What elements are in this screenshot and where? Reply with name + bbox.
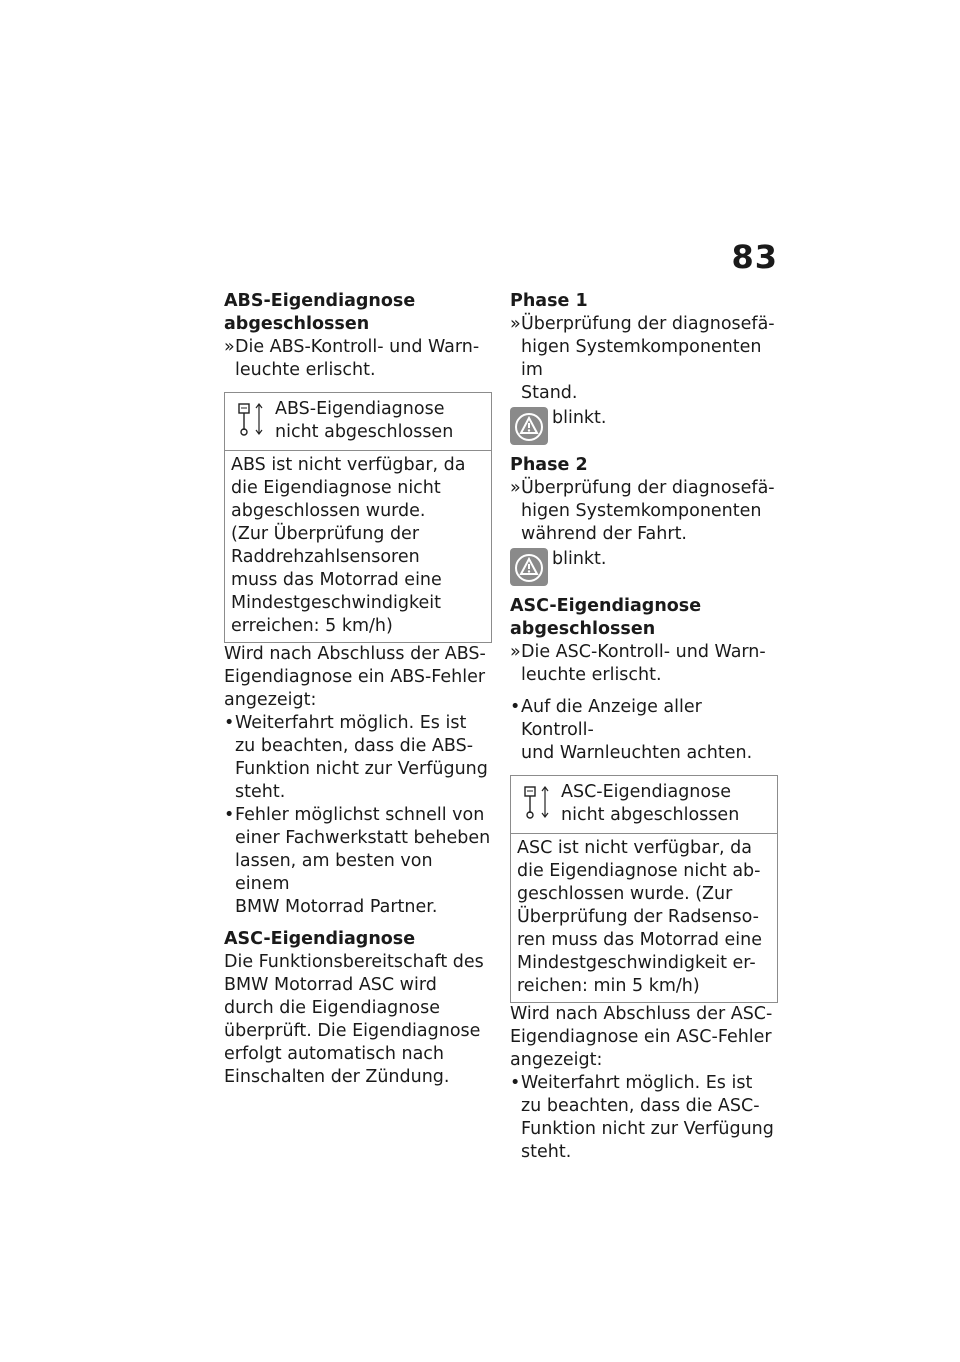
text-line: Die Funktionsbereitschaft des [224,952,484,972]
text-line: leuchte erlischt. [521,665,662,685]
service-wrench-icon [233,398,267,440]
notice-line: Raddrehzahlsensoren [231,547,420,567]
text-line: higen Systemkomponenten im [521,337,762,380]
text-line: Funktion nicht zur Verfügung [235,759,488,779]
text-line: überprüft. Die Eigendiagnose [224,1021,481,1041]
notice-title-line: ABS-Eigendiagnose [275,399,445,419]
abs-error-intro [224,643,492,712]
notice-line: Mindestgeschwindigkeit [231,593,441,613]
lamp-status: blinkt. [552,408,607,428]
text-line: steht. [235,782,286,802]
text-line: und Warnleuchten achten. [521,743,753,763]
text-line: angezeigt: [224,690,317,710]
bullet-text [521,1072,774,1164]
text-line: angezeigt: [510,1050,603,1070]
text-line: Die ASC-Kontroll- und Warn- [521,642,766,662]
right-column [510,290,778,1164]
notice-line: Überprüfung der Radsenso- [517,907,759,927]
notice-body [511,834,777,1002]
heading-line: ASC-Eigendiagnose [510,596,702,616]
result-text [521,313,778,405]
notice-line: muss das Motorrad eine [231,570,442,590]
notice-line: reichen: min 5 km/h) [517,976,700,996]
text-line: Auf die Anzeige aller Kontroll- [521,697,702,740]
asc-paragraph [224,951,492,1089]
result-marker: » [510,478,521,498]
text-line: Weiterfahrt möglich. Es ist [521,1073,753,1093]
asc-done-heading [510,595,778,641]
bullet-item [510,696,778,765]
page-number: 83 [731,238,778,276]
result-marker: » [510,642,521,662]
bullet-text [235,804,492,919]
text-line: einer Fachwerkstatt beheben [235,828,491,848]
result-text [235,336,479,382]
text-line: erfolgt automatisch nach [224,1044,445,1064]
result-marker: » [224,337,235,357]
bullet-text [235,712,488,804]
text-line: lassen, am besten von einem [235,851,433,894]
service-wrench-icon [519,781,553,823]
notice-line: ren muss das Motorrad eine [517,930,763,950]
notice-header [511,776,777,834]
bullet-text [521,696,778,765]
notice-title [275,398,453,444]
lamp-status: blinkt. [552,549,607,569]
text-line: zu beachten, dass die ASC- [521,1096,760,1116]
warning-lamp-row [510,407,778,445]
heading-line: ABS-Eigendiagnose [224,291,416,311]
text-line: Eigendiagnose ein ABS-Fehler [224,667,486,687]
bullet-marker: • [510,697,521,717]
bullet-marker: • [510,1073,521,1093]
text-line: Stand. [521,383,578,403]
text-line: durch die Eigendiagnose [224,998,440,1018]
result-item [510,641,778,687]
asc-heading: ASC-Eigendiagnose [224,929,416,949]
text-line: Eigendiagnose ein ASC-Fehler [510,1027,772,1047]
text-line: während der Fahrt. [521,524,687,544]
abs-done-heading [224,290,492,336]
result-item [224,336,492,382]
text-line: steht. [521,1142,572,1162]
notice-line: ABS ist nicht verfügbar, da [231,455,466,475]
bullet-item [510,1072,778,1164]
warning-lamp-icon [510,548,548,586]
text-line: leuchte erlischt. [235,360,376,380]
heading-line: abgeschlossen [510,619,656,639]
notice-line: die Eigendiagnose nicht [231,478,441,498]
asc-error-intro [510,1003,778,1072]
warning-lamp-row [510,548,778,586]
notice-line: geschlossen wurde. (Zur [517,884,733,904]
text-line: Die ABS-Kontroll- und Warn- [235,337,480,357]
notice-line: die Eigendiagnose nicht ab- [517,861,761,881]
notice-title-line: ASC-Eigendiagnose [561,782,731,802]
notice-line: (Zur Überprüfung der [231,524,420,544]
phase2-heading: Phase 2 [510,455,588,475]
notice-line: ASC ist nicht verfügbar, da [517,838,753,858]
text-line: Überprüfung der diagnosefä- [521,314,775,334]
result-text [521,477,775,546]
notice-title-line: nicht abgeschlossen [561,805,740,825]
text-line: Funktion nicht zur Verfügung [521,1119,774,1139]
notice-title-line: nicht abgeschlossen [275,422,454,442]
heading-line: abgeschlossen [224,314,370,334]
text-line: Weiterfahrt möglich. Es ist [235,713,467,733]
text-line: Wird nach Abschluss der ABS- [224,644,486,664]
notice-line: erreichen: 5 km/h) [231,616,393,636]
text-line: Wird nach Abschluss der ASC- [510,1004,773,1024]
bullet-item [224,804,492,919]
text-line: zu beachten, dass die ABS- [235,736,474,756]
notice-line: Mindestgeschwindigkeit er- [517,953,756,973]
asc-notice-box [510,775,778,1003]
text-line: Überprüfung der diagnosefä- [521,478,775,498]
left-column [224,290,492,1089]
result-item [510,313,778,405]
warning-lamp-icon [510,407,548,445]
text-line: BMW Motorrad ASC wird [224,975,437,995]
phase1-heading: Phase 1 [510,291,588,311]
notice-line: abgeschlossen wurde. [231,501,426,521]
bullet-marker: • [224,805,235,825]
notice-title [561,781,739,827]
result-text [521,641,766,687]
result-marker: » [510,314,521,334]
text-line: BMW Motorrad Partner. [235,897,438,917]
notice-header [225,393,491,451]
notice-body [225,451,491,642]
result-item [510,477,778,546]
bullet-marker: • [224,713,235,733]
text-line: Fehler möglichst schnell von [235,805,485,825]
text-line: higen Systemkomponenten [521,501,762,521]
text-line: Einschalten der Zündung. [224,1067,450,1087]
bullet-item [224,712,492,804]
abs-notice-box [224,392,492,643]
